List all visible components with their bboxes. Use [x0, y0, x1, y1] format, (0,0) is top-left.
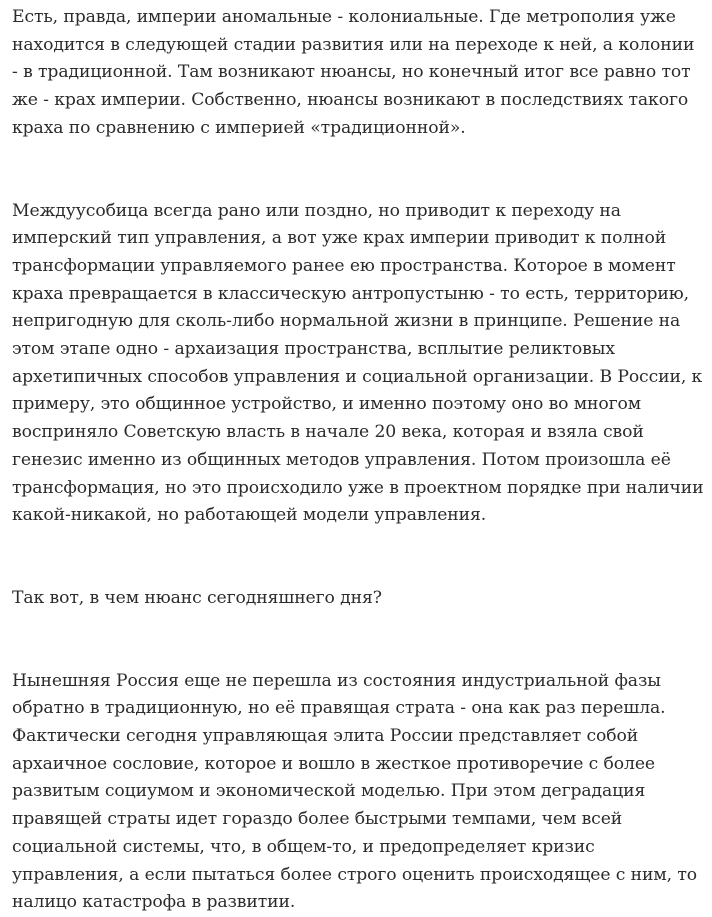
paragraph-colonial-empires: Есть, правда, империи аномальные - колониальные. Где метрополия уже находится в следующей стадии развития или на переходе к ней, а колонии - в традиционной. Там возникают нюансы, но конечный итог все равно тот же - крах империи. Собственно, нюансы возникают в последствиях такого краха по сравнению с империей «традиционной». — [12, 7, 695, 138]
paragraph-current-russia: Нынешняя Россия еще не перешла из состояния индустриальной фазы обратно в традиционную, но её правящая страта - она как раз перешла. Фактически сегодня управляющая элита России представляет собой архаичное сословие, которое и вошло в жесткое противоречие с более развитым социумом и экономической моделью. При этом деградация правящей страты идет гораздо более быстрыми темпами, чем всей социальной системы, что, в общем-то, и предопределяет кризис управления, а если пытаться более строго оценить происходящее с ним, то налицо катастрофа в развитии. — [12, 670, 698, 913]
paragraph-nuance-question: Так вот, в чем нюанс сегодняшнего дня? — [12, 587, 382, 608]
article-body — [12, 4, 704, 917]
paragraph-internecine-strife: Междуусобица всегда рано или поздно, но приводит к переходу на имперский тип управления, а вот уже крах империи приводит к полной трансформации управляемого ранее ею пространства. Которое в момент краха превращается в классическую антропустыню - то есть, территорию, непригодную для сколь-либо нормальной жизни в принципе. Решение на этом этапе одно - архаизация пространства, всплытие реликтовых архетипичных способов управления и социальной организации. В России, к примеру, это общинное устройство, и именно поэтому оно во многом восприняло Советскую власть в начале 20 века, которая и взяла свой генезис именно из общинных методов управления. Потом произошла её трансформация, но это происходило уже в проектном порядке при наличии какой-никакой, но работающей модели управления. — [12, 200, 704, 526]
